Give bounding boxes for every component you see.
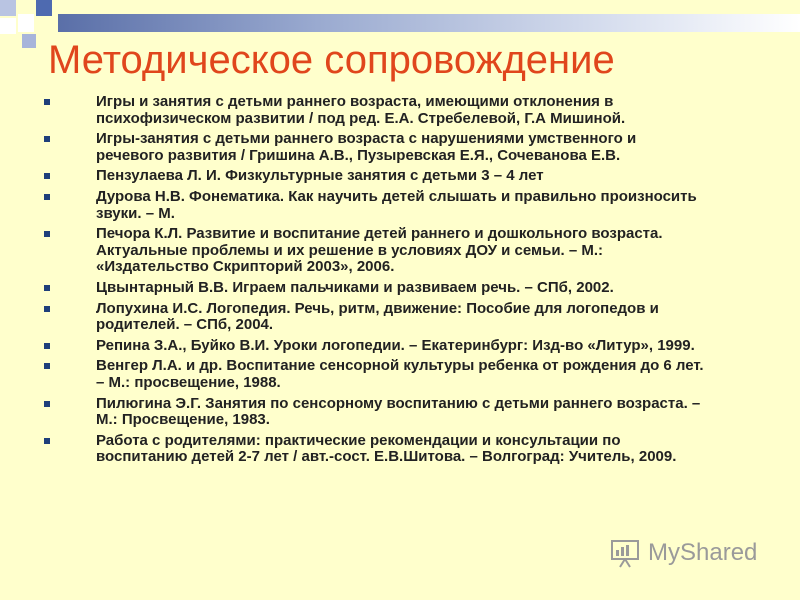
slide-title: Методическое сопровождение xyxy=(48,38,615,82)
bullet-square-icon xyxy=(44,173,50,179)
bullet-square-icon xyxy=(44,194,50,200)
bullet-square-icon xyxy=(44,438,50,444)
bullet-square-icon xyxy=(44,306,50,312)
reference-list xyxy=(44,94,704,470)
bullet-square-icon xyxy=(44,363,50,369)
deco-square xyxy=(0,0,16,16)
reference-text: Дурова Н.В. Фонематика. Как научить детей слышать и правильно произносить звуки. – М. xyxy=(96,187,697,222)
reference-text: Игры-занятия с детьми раннего возраста с нарушениями умственного и речевого развития / Гришина А.В., Пузыревская Е.Я., Сочеванова Е.В. xyxy=(96,130,637,164)
reference-item xyxy=(44,280,704,297)
reference-item xyxy=(44,433,704,466)
reference-text: Игры и занятия с детьми раннего возраста, имеющими отклонения в психофизическом развитии / под ред. Е.А. Стребелевой, Г.А Мишиной. xyxy=(96,93,626,127)
deco-square xyxy=(0,18,16,34)
bullet-square-icon xyxy=(44,285,50,291)
reference-item xyxy=(44,301,704,334)
reference-text: Печора К.Л. Развитие и воспитание детей раннего и дошкольного возраста. Актуальные проблемы и их решение в условиях ДОУ и семьи. – М.: «Издательство Скрипторий 2003», 2006. xyxy=(96,225,663,276)
reference-item xyxy=(44,226,704,276)
deco-square xyxy=(18,14,34,32)
reference-text: Лопухина И.С. Логопедия. Речь, ритм, движение: Пособие для логопедов и родителей. – СПб, 2004. xyxy=(96,299,659,334)
reference-text: Работа с родителями: практические рекомендации и консультации по воспитанию детей 2-7 лет / авт.-сост. Е.В.Шитова. – Волгоград: Учитель, 2009. xyxy=(96,431,677,466)
bullet-square-icon xyxy=(44,99,50,105)
reference-text: Венгер Л.А. и др. Воспитание сенсорной культуры ребенка от рождения до 6 лет. – М.: просвещение, 1988. xyxy=(96,357,704,391)
watermark-text: MyShared xyxy=(648,539,758,566)
deco-square xyxy=(36,0,52,16)
myshared-watermark xyxy=(610,538,757,568)
bullet-square-icon xyxy=(44,231,50,237)
reference-item xyxy=(44,358,704,391)
bullet-square-icon xyxy=(44,136,50,142)
reference-text: Пилюгина Э.Г. Занятия по сенсорному воспитанию с детьми раннего возраста. – М.: Просвещение, 1983. xyxy=(96,394,701,429)
reference-item xyxy=(44,396,704,429)
reference-text: Пензулаева Л. И. Физкультурные занятия с детьми 3 – 4 лет xyxy=(96,167,544,185)
reference-item xyxy=(44,338,704,355)
header-stripe xyxy=(58,14,800,32)
deco-square xyxy=(22,34,36,48)
bullet-square-icon xyxy=(44,401,50,407)
reference-item xyxy=(44,94,704,127)
reference-text: Цвынтарный В.В. Играем пальчиками и развиваем речь. – СПб, 2002. xyxy=(96,278,614,296)
reference-item xyxy=(44,168,704,185)
reference-text: Репина З.А., Буйко В.И. Уроки логопедии. – Екатеринбург: Изд-во «Литур», 1999. xyxy=(96,336,695,354)
reference-item xyxy=(44,131,704,164)
bullet-square-icon xyxy=(44,343,50,349)
presentation-board-icon xyxy=(610,538,642,568)
reference-item xyxy=(44,189,704,222)
